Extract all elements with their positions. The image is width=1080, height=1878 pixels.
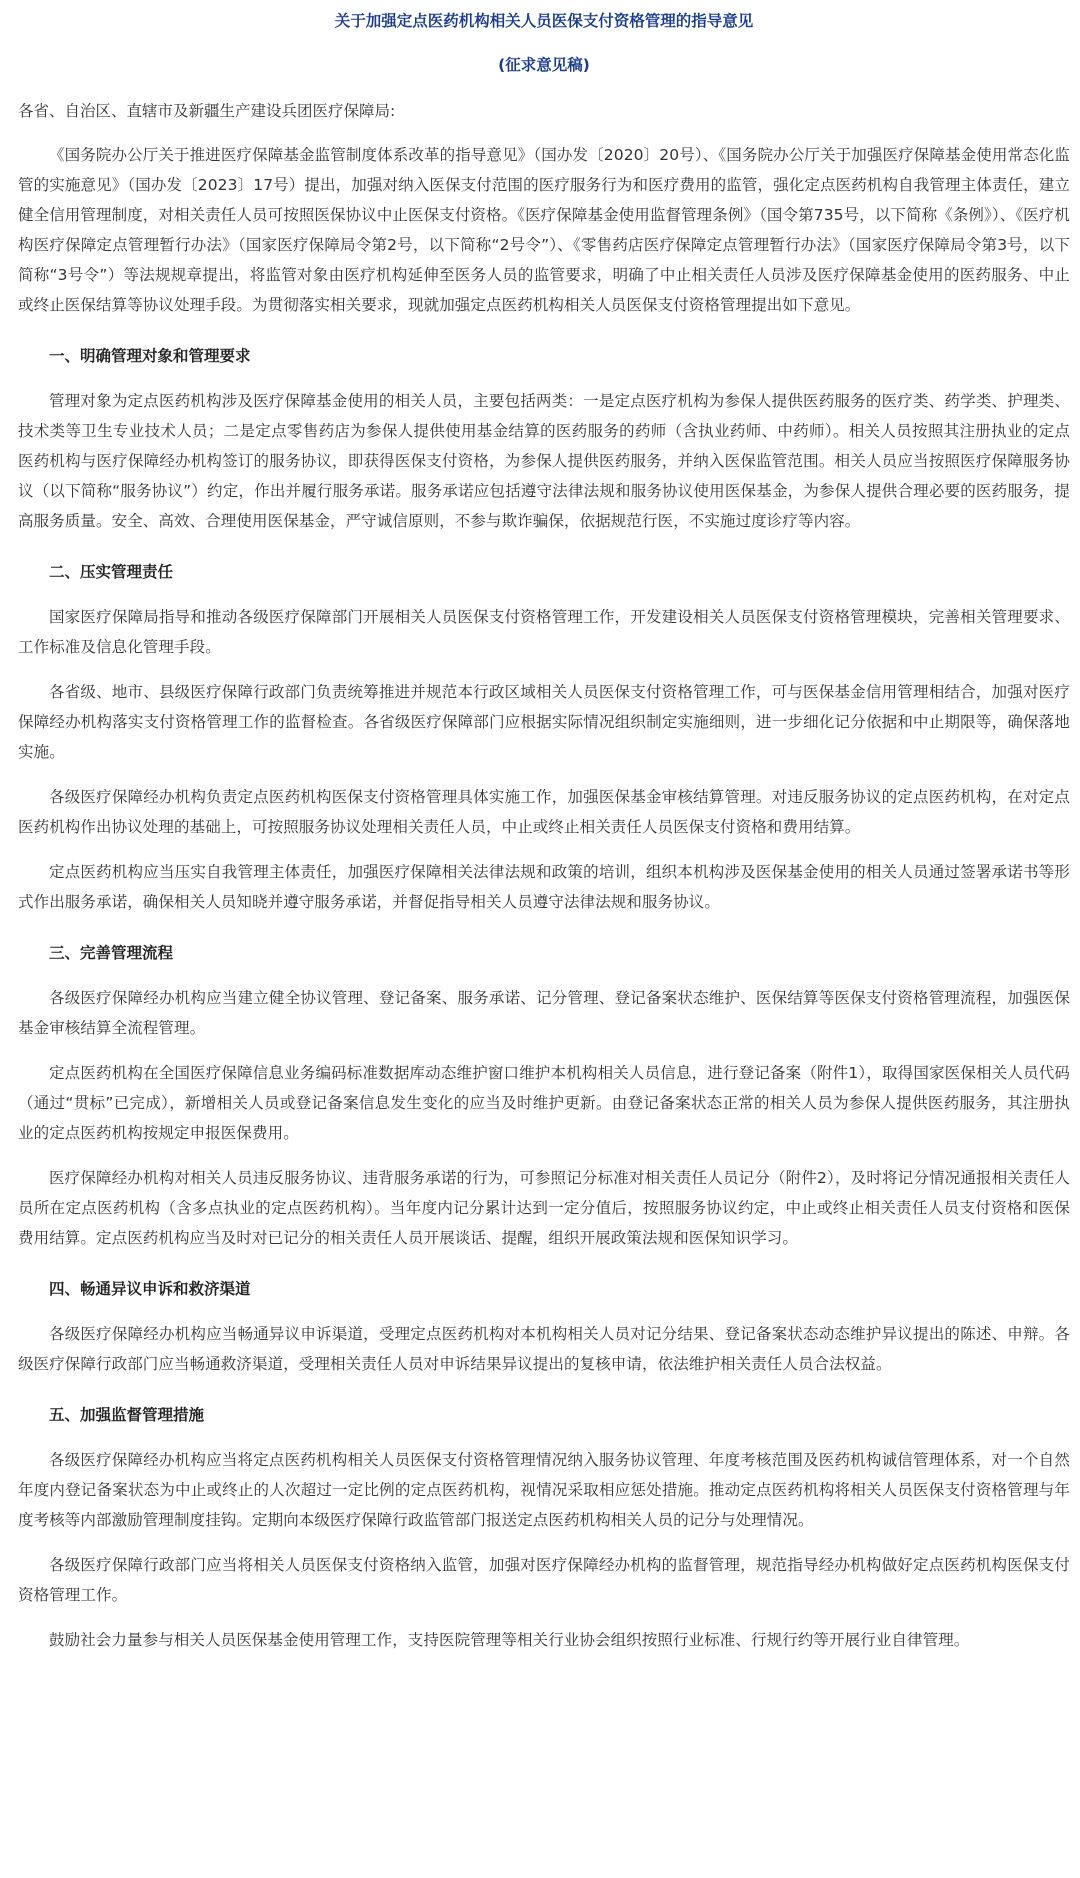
section-1-paragraph-1: 管理对象为定点医药机构涉及医疗保障基金使用的相关人员，主要包括两类：一是定点医疗机构为参保人提供医药服务的医疗类、药学类、护理类、技术类等卫生专业技术人员；二是定点零售药店为参保人提供使用基金结算的医药服务的药师（含执业药师、中药师）。相关人员按照其注册执业的定点医药机构与医疗保障经办机构签订的服务协议，即获得医保支付资格，为参保人提供医药服务，并纳入医保监管范围。相关人员应当按照医疗保障服务协议（以下简称“服务协议”）约定，作出并履行服务承诺。服务承诺应包括遵守法律法规和服务协议使用医保基金，为参保人提供合理必要的医药服务，提高服务质量。安全、高效、合理使用医保基金，严守诚信原则，不参与欺诈骗保，依据规范行医，不实施过度诊疗等内容。 (18, 392, 1070, 530)
section-2-paragraph-2: 各省级、地市、县级医疗保障行政部门负责统筹推进并规范本行政区域相关人员医保支付资格管理工作，可与医保基金信用管理相结合，加强对医疗保障经办机构落实支付资格管理工作的监督检查。各省级医疗保障部门应根据实际情况组织制定实施细则，进一步细化记分依据和中止期限等，确保落地实施。 (18, 683, 1070, 761)
section-heading-4: 四、畅通异议申诉和救济渠道 (49, 1280, 251, 1298)
section-2-paragraph-4: 定点医药机构应当压实自我管理主体责任，加强医疗保障相关法律法规和政策的培训，组织本机构涉及医保基金使用的相关人员通过签署承诺书等形式作出服务承诺，确保相关人员知晓并遵守服务承诺，并督促指导相关人员遵守法律法规和服务协议。 (18, 863, 1070, 911)
section-2-paragraph-1: 国家医疗保障局指导和推动各级医疗保障部门开展相关人员医保支付资格管理工作，开发建设相关人员医保支付资格管理模块，完善相关管理要求、工作标准及信息化管理手段。 (18, 608, 1070, 656)
section-5-paragraph-3: 鼓励社会力量参与相关人员医保基金使用管理工作，支持医院管理等相关行业协会组织按照行业标准、行规行约等开展行业自律管理。 (49, 1631, 970, 1649)
document-subtitle: (征求意见稿) (498, 56, 590, 74)
section-3-paragraph-1: 各级医疗保障经办机构应当建立健全协议管理、登记备案、服务承诺、记分管理、登记备案状态维护、医保结算等医保支付资格管理流程，加强医保基金审核结算全流程管理。 (18, 989, 1070, 1037)
section-4-paragraph-1: 各级医疗保障经办机构应当畅通异议申诉渠道，受理定点医药机构对本机构相关人员对记分结果、登记备案状态动态维护异议提出的陈述、申辩。各级医疗保障行政部门应当畅通救济渠道，受理相关责任人员对申诉结果异议提出的复核申请，依法维护相关责任人员合法权益。 (18, 1325, 1070, 1373)
document-title: 关于加强定点医药机构相关人员医保支付资格管理的指导意见 (334, 12, 754, 30)
section-heading-5: 五、加强监督管理措施 (49, 1406, 205, 1424)
section-5-paragraph-1: 各级医疗保障经办机构应当将定点医药机构相关人员医保支付资格管理情况纳入服务协议管理、年度考核范围及医药机构诚信管理体系，对一个自然年度内登记备案状态为中止或终止的人次超过一定比例的定点医药机构，视情况采取相应惩处措施。推动定点医药机构将相关人员医保支付资格管理与年度考核等内部激励管理制度挂钩。定期向本级医疗保障行政监管部门报送定点医药机构相关人员的记分与处理情况。 (18, 1451, 1070, 1529)
section-heading-3: 三、完善管理流程 (49, 944, 174, 962)
section-3-paragraph-2: 定点医药机构在全国医疗保障信息业务编码标准数据库动态维护窗口维护本机构相关人员信息，进行登记备案（附件1），取得国家医保相关人员代码（通过“贯标”已完成），新增相关人员或登记备案信息发生变化的应当及时维护更新。由登记备案状态正常的相关人员为参保人提供医药服务，其注册执业的定点医药机构按规定申报医保费用。 (18, 1064, 1070, 1142)
section-3-paragraph-3: 医疗保障经办机构对相关人员违反服务协议、违背服务承诺的行为，可参照记分标准对相关责任人员记分（附件2），及时将记分情况通报相关责任人员所在定点医药机构（含多点执业的定点医药机构）。当年度内记分累计达到一定分值后，按照服务协议约定，中止或终止相关责任人员支付资格和医保费用结算。定点医药机构应当及时对已记分的相关责任人员开展谈话、提醒，组织开展政策法规和医保知识学习。 (18, 1169, 1070, 1247)
section-5-paragraph-2: 各级医疗保障行政部门应当将相关人员医保支付资格纳入监管，加强对医疗保障经办机构的监督管理，规范指导经办机构做好定点医药机构医保支付资格管理工作。 (18, 1556, 1070, 1604)
salutation: 各省、自治区、直辖市及新疆生产建设兵团医疗保障局: (18, 102, 396, 120)
section-2-paragraph-3: 各级医疗保障经办机构负责定点医药机构医保支付资格管理具体实施工作，加强医保基金审核结算管理。对违反服务协议的定点医药机构，在对定点医药机构作出协议处理的基础上，可按照服务协议处理相关责任人员，中止或终止相关责任人员医保支付资格和费用结算。 (18, 788, 1070, 836)
section-heading-1: 一、明确管理对象和管理要求 (49, 347, 251, 365)
section-heading-2: 二、压实管理责任 (49, 563, 174, 581)
intro-paragraph: 《国务院办公厅关于推进医疗保障基金监管制度体系改革的指导意见》（国办发〔2020〕20号）、《国务院办公厅关于加强医疗保障基金使用常态化监管的实施意见》（国办发〔2023〕17号）提出，加强对纳入医保支付范围的医疗服务行为和医疗费用的监管，强化定点医药机构自我管理主体责任，建立健全信用管理制度，对相关责任人员可按照医保协议中止医保支付资格。《医疗保障基金使用监督管理条例》（国令第735号，以下简称《条例》）、《医疗机构医疗保障定点管理暂行办法》（国家医疗保障局令第2号，以下简称“2号令”）、《零售药店医疗保障定点管理暂行办法》（国家医疗保障局令第3号，以下简称“3号令”）等法规规章提出，将监管对象由医疗机构延伸至医务人员的监管要求，明确了中止相关责任人员涉及医疗保障基金使用的医药服务、中止或终止医保结算等协议处理手段。为贯彻落实相关要求，现就加强定点医药机构相关人员医保支付资格管理提出如下意见。 (18, 146, 1070, 314)
